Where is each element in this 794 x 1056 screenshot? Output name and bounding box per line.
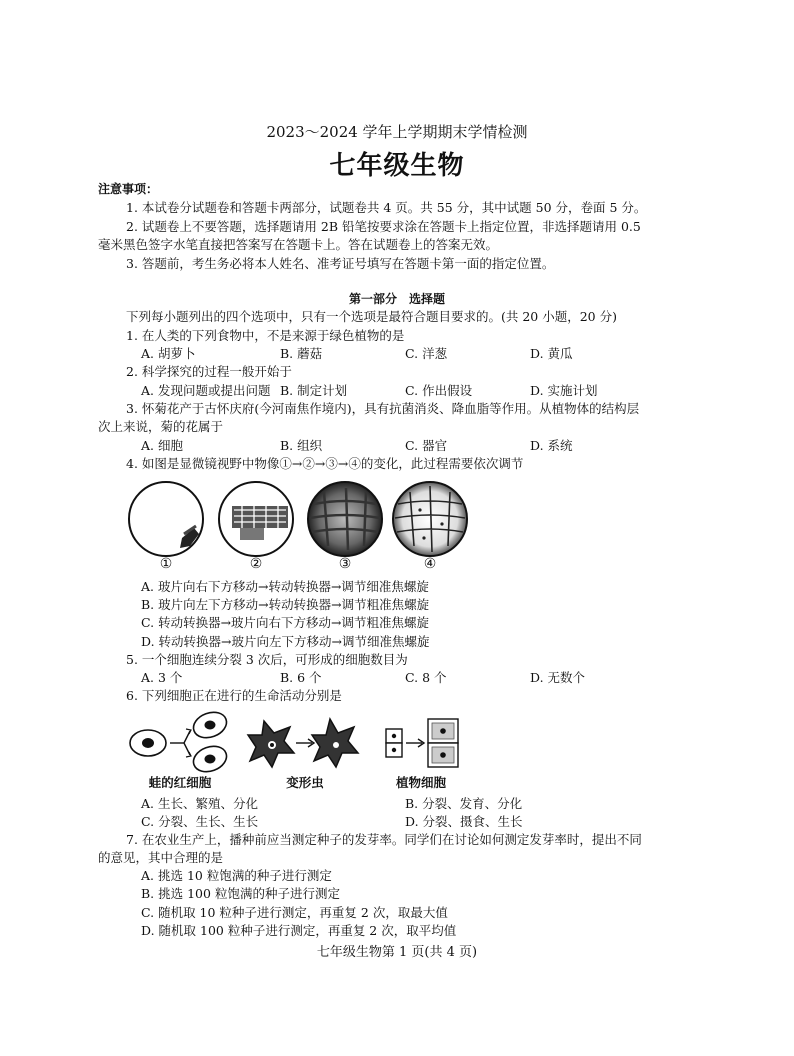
note-1: 1. 本试卷分试题卷和答题卡两部分，试题卷共 4 页。共 55 分，其中试题 50 分，卷面 5 分。 <box>126 200 647 215</box>
q7-option-a: A. 挑选 10 粒饱满的种子进行测定 <box>141 868 332 883</box>
q3-option-c: C. 器官 <box>405 438 448 453</box>
q1-option-c: C. 洋葱 <box>405 346 448 361</box>
q5-option-c: C. 8 个 <box>405 670 447 685</box>
q4-option-d: D. 转动转换器→玻片向左下方移动→调节细准焦螺旋 <box>141 634 430 649</box>
note-2: 2. 试题卷上不要答题，选择题请用 2B 铅笔按要求涂在答题卡上指定位置，非选择题请用 0.5 <box>126 219 641 234</box>
fig-label-frog-cell: 蛙的红细胞 <box>148 775 212 790</box>
q7-stem-line2: 的意见，其中合理的是 <box>98 850 224 865</box>
q2-option-d: D. 实施计划 <box>530 383 598 398</box>
notes-heading: 注意事项： <box>98 182 159 196</box>
frog-cell-icon <box>130 708 230 775</box>
view-2-label: ② <box>249 556 263 572</box>
q3-option-a: A. 细胞 <box>141 438 183 453</box>
section-title: 第一部分 选择题 <box>348 292 445 306</box>
view-4-icon <box>393 482 467 556</box>
q5-option-b: B. 6 个 <box>280 670 322 685</box>
q4-stem: 4. 如图是显微镜视野中物像①→②→③→④的变化，此过程需要依次调节 <box>126 456 524 471</box>
q6-option-c: C. 分裂、生长、生长 <box>141 814 259 829</box>
q3-option-b: B. 组织 <box>280 438 323 453</box>
q6-option-d: D. 分裂、摄食、生长 <box>405 814 523 829</box>
q1-option-a: A. 胡萝卜 <box>141 346 196 361</box>
amoeba-icon <box>248 719 358 767</box>
q2-stem: 2. 科学探究的过程一般开始于 <box>126 364 292 379</box>
q6-option-a: A. 生长、繁殖、分化 <box>141 796 258 811</box>
cell-activities-figure <box>124 707 474 775</box>
q3-stem-line1: 3. 怀菊花产于古怀庆府(今河南焦作境内)，具有抗菌消炎、降血脂等作用。从植物体的结构层 <box>126 401 640 416</box>
view-4-label: ④ <box>423 556 437 572</box>
q4-option-b: B. 玻片向左下方移动→转动转换器→调节粗准焦螺旋 <box>141 597 430 612</box>
note-2-continued: 毫米黑色签字水笔直接把答案写在答题卡上。答在试题卷上的答案无效。 <box>98 237 499 252</box>
q1-option-d: D. 黄瓜 <box>530 346 573 361</box>
q5-option-d: D. 无数个 <box>530 670 586 685</box>
q5-stem: 5. 一个细胞连续分裂 3 次后，可形成的细胞数目为 <box>126 652 408 667</box>
q6-stem: 6. 下列细胞正在进行的生命活动分别是 <box>126 688 342 703</box>
q7-option-d: D. 随机取 100 粒种子进行测定，再重复 2 次，取平均值 <box>141 923 457 938</box>
q3-stem-line2: 次上来说，菊的花属于 <box>98 419 224 434</box>
q7-option-b: B. 挑选 100 粒饱满的种子进行测定 <box>141 886 340 901</box>
view-3-icon <box>308 482 382 556</box>
exam-title: 七年级生物 <box>329 151 465 181</box>
view-3-label: ③ <box>338 556 352 572</box>
q2-option-b: B. 制定计划 <box>280 383 348 398</box>
q2-option-a: A. 发现问题或提出问题 <box>141 383 271 398</box>
q4-option-a: A. 玻片向右下方移动→转动转换器→调节细准焦螺旋 <box>141 579 429 594</box>
note-3: 3. 答题前，考生务必将本人姓名、准考证号填写在答题卡第一面的指定位置。 <box>126 256 555 271</box>
plant-cell-icon <box>386 719 458 767</box>
q1-option-b: B. 蘑菇 <box>280 346 323 361</box>
view-1-icon <box>129 482 203 556</box>
q4-option-c: C. 转动转换器→玻片向右下方移动→调节粗准焦螺旋 <box>141 615 430 630</box>
q3-option-d: D. 系统 <box>530 438 573 453</box>
q7-stem-line1: 7. 在农业生产上，播种前应当测定种子的发芽率。同学们在讨论如何测定发芽率时，提出不同 <box>126 832 642 847</box>
fig-label-plant-cell: 植物细胞 <box>395 775 446 790</box>
q2-option-c: C. 作出假设 <box>405 383 473 398</box>
view-1-label: ① <box>159 556 173 572</box>
fig-label-amoeba: 变形虫 <box>286 775 324 790</box>
q6-option-b: B. 分裂、发育、分化 <box>405 796 523 811</box>
page-footer: 七年级生物第 1 页(共 4 页) <box>316 945 478 960</box>
section-instruction: 下列每小题列出的四个选项中，只有一个选项是最符合题目要求的。(共 20 小题，20 分) <box>126 309 617 324</box>
exam-subtitle: 2023～2024 学年上学期期末学情检测 <box>266 123 528 141</box>
microscope-view-figure <box>124 476 474 566</box>
q5-option-a: A. 3 个 <box>141 670 183 685</box>
view-2-icon <box>219 482 293 556</box>
q1-stem: 1. 在人类的下列食物中，不是来源于绿色植物的是 <box>126 328 405 343</box>
q7-option-c: C. 随机取 10 粒种子进行测定，再重复 2 次，取最大值 <box>141 905 448 920</box>
